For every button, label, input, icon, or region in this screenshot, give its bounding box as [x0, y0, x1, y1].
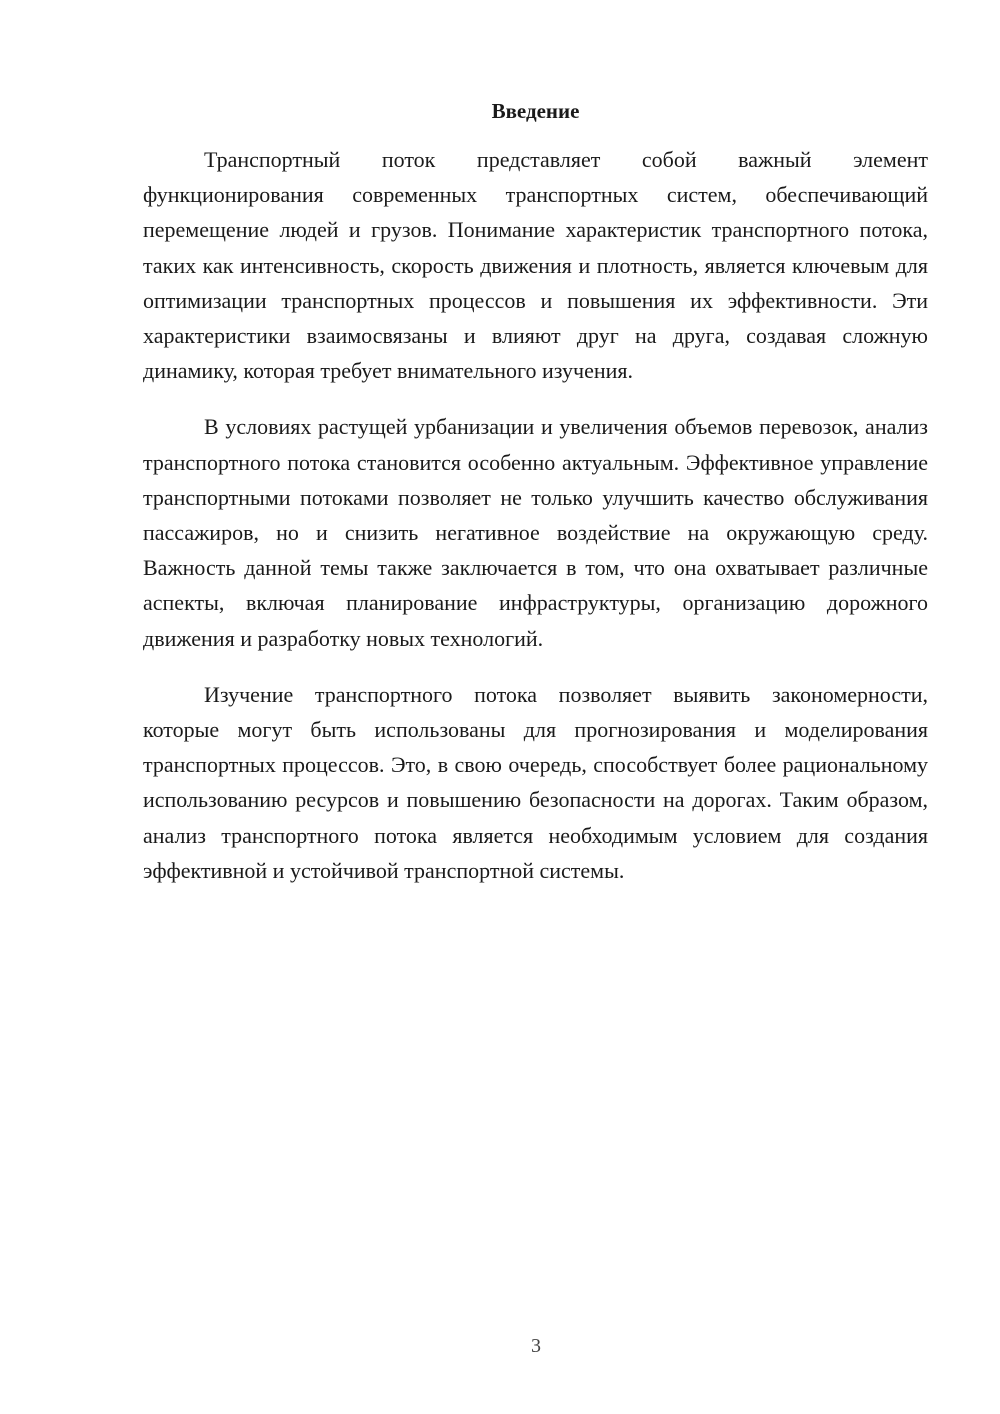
paragraph-3: Изучение транспортного потока позволяет выявить закономерности, которые могут быть использованы для прогнозирования и моделирования транспортных процессов. Это, в свою очередь, способствует более рациональному использованию ресурсов и повышению безопасности на дорогах. Таким образом, анализ транспортного потока является необходимым условием для создания эффективной и устойчивой транспортной системы. — [143, 681, 928, 883]
page-number: 3 — [531, 1335, 541, 1357]
paragraph-2: В условиях растущей урбанизации и увеличения объемов перевозок, анализ транспортного потока становится особенно актуальным. Эффективное управление транспортными потоками позволяет не только улучшить качество обслуживания пассажиров, но и снизить негативное воздействие на окружающую среду. Важность данной темы также заключается в том, что она охватывает различные аспекты, включая планирование инфраструктуры, организацию дорожного движения и разработку новых технологий. — [143, 414, 928, 651]
paragraph-1: Транспортный поток представляет собой важный элемент функционирования современных транспортных систем, обеспечивающий перемещение людей и грузов. Понимание характеристик транспортного потока, таких как интенсивность, скорость движения и плотность, является ключевым для оптимизации транспортных процессов и повышения их эффективности. Эти характеристики взаимосвязаны и влияют друг на друга, создавая сложную динамику, которая требует внимательного изучения. — [143, 147, 928, 384]
section-heading: Введение — [491, 99, 580, 123]
body-text — [143, 142, 928, 909]
